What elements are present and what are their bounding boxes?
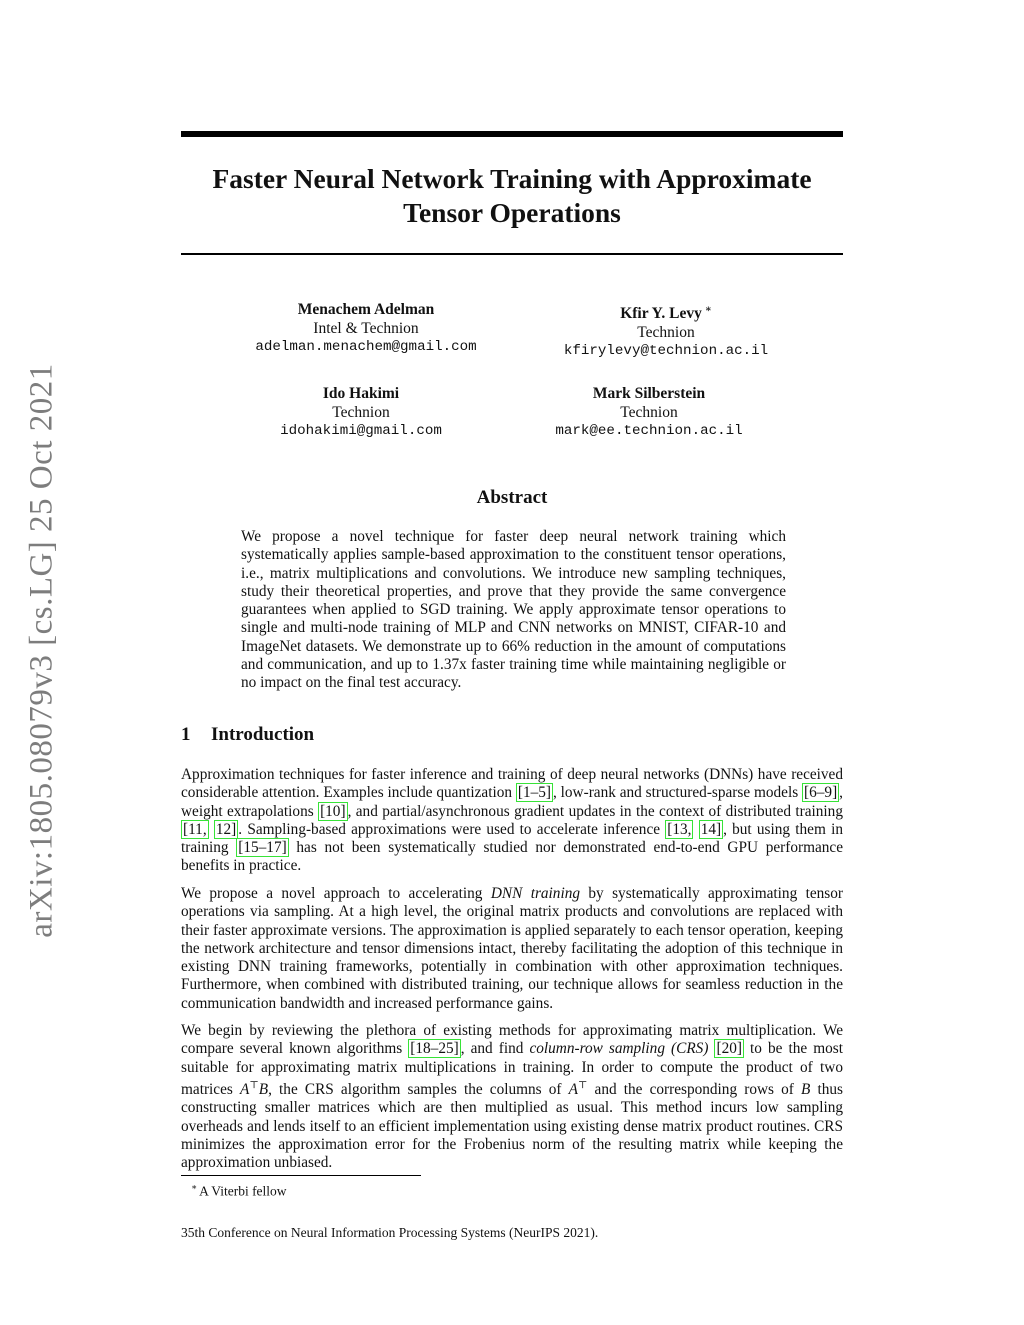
author-block-1 [216,300,516,357]
author-affiliation: Intel & Technion [313,320,419,337]
footnote-marker: ∗ [191,1182,198,1192]
author-name: Menachem Adelman [297,301,435,318]
footnote-marker[interactable]: ∗ [704,304,712,315]
emphasis: DNN training [490,885,580,902]
emphasis: column-row sampling (CRS) [529,1040,709,1058]
citation-link[interactable]: [15–17] [238,839,287,857]
citation-link[interactable]: [6–9] [804,784,838,802]
title-top-rule [181,131,843,137]
citation-link[interactable]: [1–5] [517,784,551,802]
author-email[interactable]: idohakimi@gmail.com [280,423,442,439]
intro-paragraph-3: We begin by reviewing the plethora of existing methods for approximating matrix multiplication. We compare several known algorithms [18–25] , and find column-row sampling (CRS) [20] to be the most suitable for approximating matrix multiplications in training. In order to compute the product of two matrices A⊤B, the CRS algorithm samples the columns of A⊤ and the corresponding rows of B thus constructing smaller matrices which are then multiplied as usual. This method incurs low sampling overheads and lends itself to an efficient implementation using existing dense matrix product routines. CRS minimizes the approximation error for the Frobenius norm of the resulting matrix while keeping the approximation unbiased. [181,1022,844,1172]
intro-paragraph-2: We propose a novel approach to accelerating DNN training by systematically approximating tensor operations via sampling. At a high level, the original matrix products and convolutions are replaced with their faster approximate versions. The approximation is applied separately to each tensor operation, keeping the network architecture and tensor dimensions intact, thereby facilitating the adoption of this technique in existing DNN training frameworks, potentially in combination with other approximation techniques. Furthermore, when combined with distributed training, our technique allows for seamless reduction in the communication bandwidth and increased performance gains. [181,885,843,1012]
author-affiliation: Technion [637,324,695,342]
arxiv-identifier: arXiv:1805.08079v3 [cs.LG] 25 Oct 2021 [23,362,60,938]
footnote-rule [181,1175,421,1176]
author-block-3 [211,384,511,441]
citation-link[interactable]: 14] [700,820,722,838]
section-number: 1 [181,724,191,745]
venue-line: 35th Conference on Neural Information Processing Systems (NeurIPS 2021). [181,1225,599,1240]
author-email[interactable]: kfirylevy@technion.ac.il [563,343,769,360]
math-expression: A⊤B [239,1079,269,1098]
math-expression: B [801,1080,811,1098]
citation-link[interactable]: [11, [183,820,207,838]
author-email[interactable]: adelman.menachem@gmail.com [255,339,477,355]
author-name: Mark Silberstein [592,385,706,402]
footnote [181,1179,287,1200]
citation-link[interactable]: [18–25] [410,1040,459,1058]
author-affiliation: Technion [332,404,390,421]
author-block-4 [499,384,799,441]
citation-link[interactable]: [20] [716,1040,742,1058]
citation-link[interactable]: 12] [215,820,237,838]
math-expression: A⊤ [568,1079,588,1098]
citation-link[interactable]: [13, [667,820,692,838]
abstract-text: We propose a novel technique for faster deep neural network training which systematically applies sample-based approximation to the constituent tensor operations, i.e., matrix multiplications and convolutions. We introduce new sampling techniques, study their theoretical properties, and prove that they provide the same convergence guarantees when applied to SGD training. We apply approximate tensor operations to single and multi-node training of MLP and CNN networks on MNIST, CIFAR-10 and ImageNet datasets. We demonstrate up to 66% reduction in the amount of computations and communication, and up to 1.37x faster training time while maintaining negligible or no impact on the final test accuracy. [241,528,786,692]
citation-link[interactable]: [10] [320,802,346,820]
section-heading [181,724,314,746]
intro-paragraph-1: Approximation techniques for faster inference and training of deep neural networks (DNNs) have received considerable attention. Examples include quantization [1–5] , low-rank and structured-sparse models [6–9] , weight extrapolations [10] , and partial/asynchronous gradient updates in the context of distributed training [11, 12] . Sampling-based approximations were used to accelerate inference [13, 14] , but using them in training [15–17] has not been systematically studied nor demonstrated end-to-end GPU performance benefits in practice. [181,766,843,875]
section-title: Introduction [211,724,315,745]
author-email[interactable]: mark@ee.technion.ac.il [555,423,743,439]
title-bottom-rule [181,253,843,255]
arxiv-identifier-margin [18,360,66,940]
author-affiliation: Technion [620,404,678,421]
author-name: Kfir Y. Levy ∗ [620,304,712,323]
author-name: Ido Hakimi [322,385,400,402]
footnote-text: A Viterbi fellow [199,1183,287,1199]
author-block-2 [516,300,816,361]
paper-title: Faster Neural Network Training with Approximate Tensor Operations [212,163,812,228]
abstract-heading: Abstract [476,487,548,508]
